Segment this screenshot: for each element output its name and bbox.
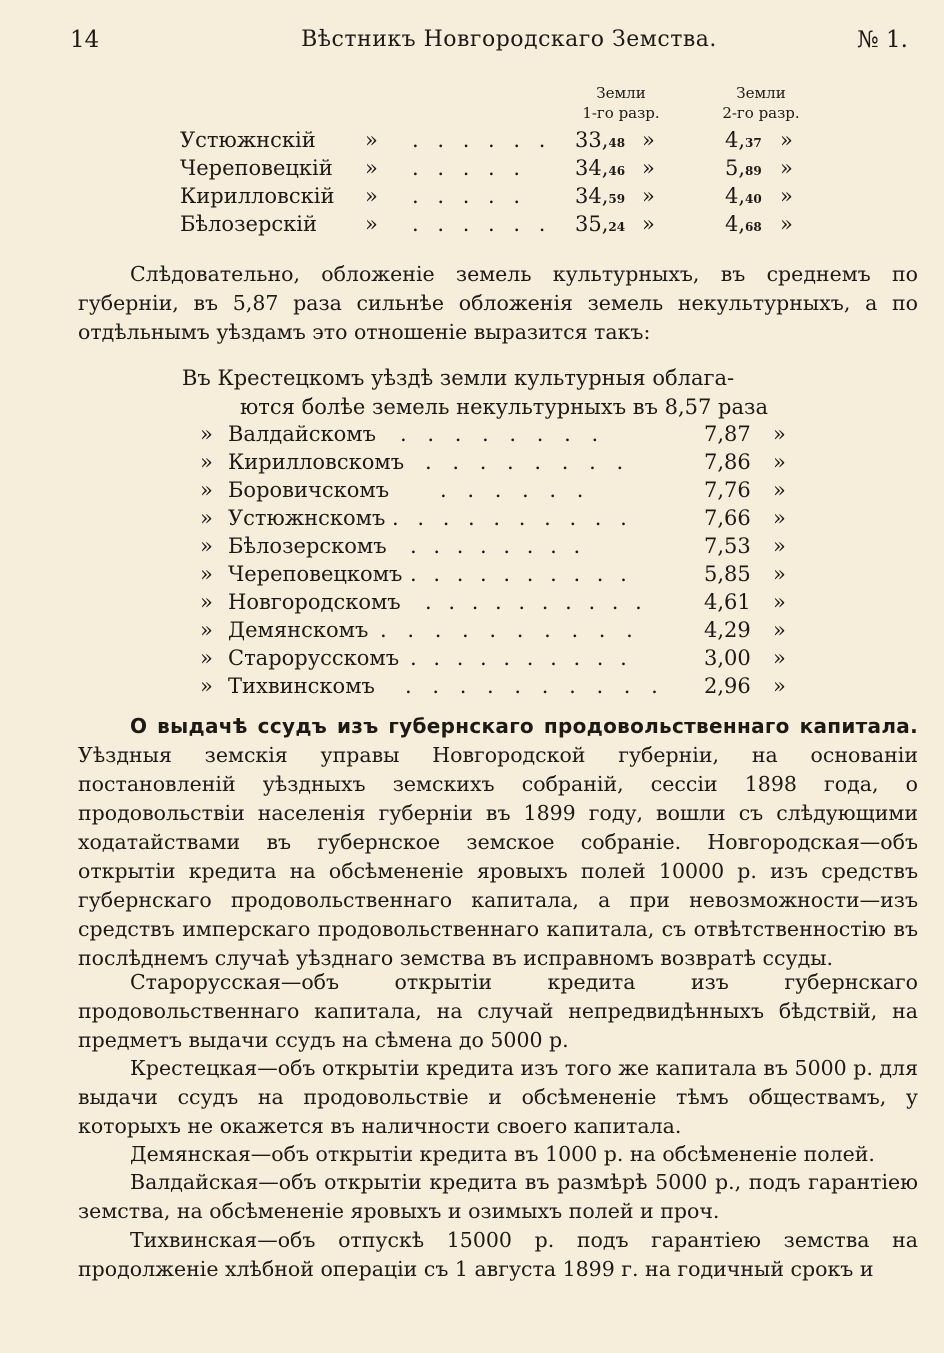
leader-dots: . . . . . . — [412, 128, 552, 152]
ditto-mark: » — [200, 534, 213, 558]
table1-row — [0, 184, 944, 212]
ratio-value: 7,87 — [704, 422, 751, 446]
ditto-mark: » — [200, 618, 213, 642]
table2-row — [0, 422, 944, 450]
table2-row — [0, 618, 944, 646]
table2-intro — [182, 364, 802, 422]
ditto-mark: » — [773, 506, 786, 530]
leader-dots: . . . . . . . . — [400, 422, 606, 446]
ditto-mark: » — [773, 590, 786, 614]
ditto-mark: » — [773, 534, 786, 558]
ditto-mark: » — [200, 674, 213, 698]
ditto-mark: » — [773, 618, 786, 642]
ditto-mark: » — [780, 184, 793, 208]
leader-dots: . . . . . . — [412, 212, 552, 236]
table1-row — [0, 128, 944, 156]
district-name: Бѣлозерскомъ — [228, 534, 387, 558]
table1-row — [0, 156, 944, 184]
ratio-value: 7,53 — [704, 534, 751, 558]
ditto-mark: » — [642, 128, 655, 152]
leader-dots: . . . . . . . . — [425, 450, 631, 474]
paragraph-starorusskaya: Старорусская—объ открытіи кредита изъ губернскаго продовольственнаго капитала, на случай непредвидѣнныхъ бѣдствій, на предметъ выдачи ссудъ на сѣмена до 5000 р. — [78, 970, 918, 1052]
value-second-class: 4,37 — [725, 128, 762, 152]
ditto-mark: » — [773, 562, 786, 586]
district-name: Кирилловскомъ — [228, 450, 405, 474]
ratio-value: 5,85 — [704, 562, 751, 586]
value-second-class: 4,68 — [725, 212, 762, 236]
district-name: Бѣлозерскій — [180, 212, 318, 236]
ratio-value: 4,61 — [704, 590, 751, 614]
section-text: Уѣздныя земскія управы Новгородской губерніи, на основаніи постановленій уѣздныхъ земскихъ собраній, сессіи 1898 года, о продовольствіи населенія губерніи въ 1899 году, вошли съ слѣдующими ходатайствами въ губернское земское собраніе. Новгородская—объ открытіи кредита на обсѣмененіе яровыхъ полей 10000 р. изъ средствъ губернскаго продовольственнаго капитала, а при невозможности—изъ средствъ имперскаго продовольственнаго капитала, съ отвѣтственностію въ послѣднемъ случаѣ уѣзднаго земства въ исправномъ возвратѣ ссуды. — [78, 743, 918, 970]
table1-col1-header — [566, 83, 676, 123]
value-second-class: 4,40 — [725, 184, 762, 208]
leader-dots: . . . . . — [412, 156, 527, 180]
leader-dots: . . . . . . . . . . — [405, 674, 665, 698]
district-name: Тихвинскомъ — [228, 674, 375, 698]
running-header — [70, 27, 908, 61]
leader-dots: . . . . . . . . . . — [392, 506, 633, 530]
ditto-mark: » — [773, 646, 786, 670]
ratio-value: 3,00 — [704, 646, 751, 670]
ditto-mark: » — [200, 478, 213, 502]
ditto-mark: » — [200, 646, 213, 670]
ditto-mark: » — [365, 184, 378, 208]
table2-row — [0, 450, 944, 478]
value-first-class: 34,59 — [575, 184, 626, 208]
ratio-value: 4,29 — [704, 618, 751, 642]
table2-row — [0, 674, 944, 702]
district-name: Демянскомъ — [228, 618, 369, 642]
table2-row — [0, 590, 944, 618]
district-name: Новгородскомъ — [228, 590, 401, 614]
district-name: Устюжнскій — [180, 128, 316, 152]
leader-dots: . . . . . . . . . . — [380, 618, 640, 642]
leader-dots: . . . . . . . . . . — [410, 646, 632, 670]
col2-head-line2: 2-го разр. — [722, 104, 800, 122]
ditto-mark: » — [773, 674, 786, 698]
district-name: Старорусскомъ — [228, 646, 400, 670]
table1-row — [0, 212, 944, 240]
ditto-mark: » — [365, 212, 378, 236]
ditto-mark: » — [642, 156, 655, 180]
col1-head-line2: 1-го разр. — [582, 104, 660, 122]
ditto-mark: » — [773, 450, 786, 474]
ratio-value: 7,86 — [704, 450, 751, 474]
paragraph-valdayskaya: Валдайская—объ открытіи кредита въ размѣрѣ 5000 р., подъ гарантіею земства, на обсѣмененіе яровыхъ и озимыхъ полей и проч. — [78, 1170, 918, 1223]
district-name: Череповецкій — [180, 156, 333, 180]
district-name: Череповецкомъ — [228, 562, 403, 586]
table2-row — [0, 478, 944, 506]
ratio-value: 7,66 — [704, 506, 751, 530]
section-heading: О выдачѣ ссудъ изъ губернскаго продовольственнаго капитала. — [130, 714, 918, 738]
leader-dots: . . . . . — [412, 184, 527, 208]
district-name: Боровичскомъ — [228, 478, 390, 502]
ditto-mark: » — [780, 128, 793, 152]
ditto-mark: » — [642, 184, 655, 208]
ditto-mark: » — [200, 506, 213, 530]
ditto-mark: » — [642, 212, 655, 236]
ditto-mark: » — [200, 422, 213, 446]
district-name: Устюжнскомъ — [228, 506, 386, 530]
table2-row — [0, 534, 944, 562]
ditto-mark: » — [773, 422, 786, 446]
paragraph-tikhvinskaya: Тихвинская—объ отпускѣ 15000 р. подъ гарантіею земства на продолженіе хлѣбной операціи съ 1 августа 1899 г. на годичный срокъ и — [78, 1228, 918, 1281]
leader-dots: . . . . . . . . . . — [410, 562, 632, 586]
ditto-mark: » — [200, 590, 213, 614]
table2-intro-line1: Въ Крестецкомъ уѣздѣ земли культурныя облага- — [182, 366, 735, 390]
issue-number: № 1. — [856, 27, 908, 53]
ditto-mark: » — [365, 128, 378, 152]
ratio-value: 7,76 — [704, 478, 751, 502]
journal-title: Вѣстникъ Новгородскаго Земства. — [301, 27, 717, 52]
page-number: 14 — [70, 27, 100, 53]
paragraph-demyanskaya: Демянская—объ открытіи кредита въ 1000 р. на обсѣмененіе полей. — [130, 1142, 875, 1166]
table2-row — [0, 562, 944, 590]
paragraph-summary: Слѣдовательно, обложеніе земель культурныхъ, въ среднемъ по губерніи, въ 5,87 раза сильнѣе обложенія земель некультурныхъ, а по отдѣльнымъ уѣздамъ это отношеніе выразится такъ: — [78, 262, 918, 344]
district-name: Валдайскомъ — [228, 422, 376, 446]
ratio-value: 2,96 — [704, 674, 751, 698]
leader-dots: . . . . . . — [440, 478, 591, 502]
table2-row — [0, 506, 944, 534]
col1-head-line1: Земли — [596, 84, 646, 102]
value-second-class: 5,89 — [725, 156, 762, 180]
table1-col2-header — [706, 83, 816, 123]
ditto-mark: » — [200, 450, 213, 474]
ditto-mark: » — [780, 156, 793, 180]
table2-row — [0, 646, 944, 674]
value-first-class: 35,24 — [575, 212, 626, 236]
leader-dots: . . . . . . . . — [410, 534, 586, 558]
col2-head-line1: Земли — [736, 84, 786, 102]
district-name: Кирилловскій — [180, 184, 335, 208]
leader-dots: . . . . . . . . . . — [425, 590, 647, 614]
ditto-mark: » — [780, 212, 793, 236]
value-first-class: 33,48 — [575, 128, 626, 152]
section-paragraph — [78, 712, 918, 973]
value-first-class: 34,46 — [575, 156, 626, 180]
ditto-mark: » — [200, 562, 213, 586]
paragraph-krestetskaya: Крестецкая—объ открытіи кредита изъ того же капитала въ 5000 р. для выдачи ссудъ на продовольствіе и обсѣмененіе тѣмъ обществамъ, у которыхъ не окажется въ наличности своего капитала. — [78, 1056, 918, 1138]
table2-intro-line2: ются болѣе земель некультурныхъ въ 8,57 раза — [240, 395, 768, 419]
ditto-mark: » — [773, 478, 786, 502]
ditto-mark: » — [365, 156, 378, 180]
